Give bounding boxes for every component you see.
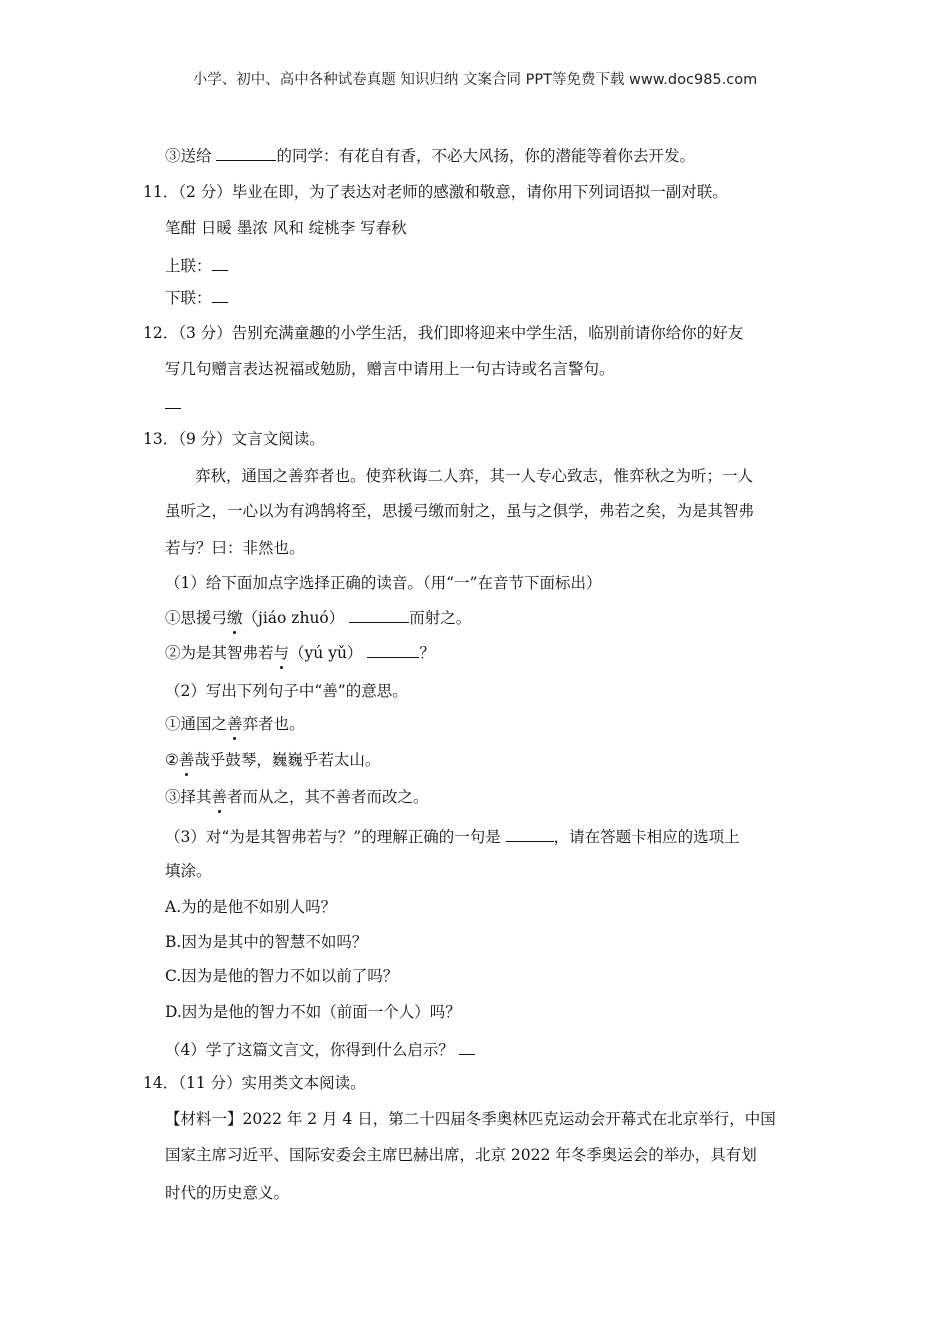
answer-blank[interactable] [367, 642, 419, 658]
text: （4）学了这篇文言文，你得到什么启示？ [165, 1041, 454, 1059]
q12-line-2: 写几句赠言表达祝福或勉励，赠言中请用上一句古诗或名言警句。 [165, 360, 615, 378]
option-c: C.因为是他的智力不如以前了吗？ [165, 967, 399, 985]
q13-line [143, 429, 325, 449]
question-number: 12． [143, 324, 179, 342]
q13-sub3-cont: 填涂。 [165, 862, 212, 880]
q13-sub2-b [165, 750, 380, 770]
dotted-char: 与 [273, 644, 290, 662]
passage-line-3: 若与？曰：非然也。 [165, 539, 305, 557]
q14-material-line-1: 【材料一】2022 年 2 月 4 日，第二十四届冬季奥林匹克运动会开幕式在北京举行，中国 [165, 1110, 776, 1128]
answer-blank[interactable] [459, 1039, 475, 1055]
q11-upper-couplet [165, 255, 228, 276]
text: ，请在答题卡相应的选项上 [553, 828, 740, 846]
dotted-char: 缴 [227, 609, 243, 627]
text: 哉乎鼓琴，巍巍乎若太山。 [194, 751, 381, 769]
label: 下联： [165, 289, 212, 307]
question-number: 14． [143, 1074, 179, 1092]
text: ②为是其智弗若 [165, 644, 274, 662]
text: 者而从之，其不善者而改之。 [227, 788, 429, 806]
text: 而射之。 [409, 609, 472, 627]
answer-blank[interactable] [506, 826, 554, 842]
text: ② [165, 751, 179, 769]
q13-sub3 [165, 826, 740, 847]
q11-words: 笔酣 日暖 墨浓 风和 绽桃李 写春秋 [165, 219, 407, 237]
question-text: （11 分）实用类文本阅读。 [178, 1074, 366, 1092]
answer-blank[interactable] [165, 393, 181, 409]
text: ①通国之 [165, 715, 228, 733]
passage-line-2: 虽听之，一心以为有鸿鹄将至，思援弓缴而射之，虽与之俱学，弗若之矣，为是其智弗 [165, 502, 755, 520]
question-text: （3 分）告别充满童趣的小学生活，我们即将迎来中学生活，临别前请你给你的好友 [178, 324, 744, 342]
q13-sub2: （2）写出下列句子中“善”的意思。 [165, 682, 408, 700]
option-b: B.因为是其中的智慧不如吗？ [165, 933, 368, 951]
q13-sub1-a [165, 607, 471, 628]
text: ③择其 [165, 788, 212, 806]
q12-answer [165, 393, 181, 414]
text: ①思援弓 [165, 609, 228, 627]
answer-blank[interactable] [212, 287, 228, 303]
question-text: （2 分）毕业在即，为了表达对老师的感激和敬意，请你用下列词语拟一副对联。 [178, 183, 728, 201]
question-number: 13． [143, 430, 179, 448]
text: 的同学：有花自有香，不必大风扬，你的潜能等着你去开发。 [276, 147, 695, 165]
text: 弈者也。 [242, 715, 305, 733]
q11-lower-couplet [165, 287, 228, 308]
q14-material-line-3: 时代的历史意义。 [165, 1184, 290, 1202]
question-text: （9 分）文言文阅读。 [178, 430, 325, 448]
q13-sub2-a [165, 714, 305, 734]
q13-sub1-b [165, 642, 435, 663]
option-a: A.为的是他不如别人吗？ [165, 898, 337, 916]
q13-sub1: （1）给下面加点字选择正确的读音。（用“一”在音节下面标出） [165, 574, 602, 592]
text: （3）对“为是其智弗若与？”的理解正确的一句是 [165, 828, 506, 846]
q13-sub4 [165, 1039, 475, 1060]
q11-line [143, 182, 728, 202]
question-number: 11． [143, 183, 179, 201]
text: ③送给 [165, 147, 217, 165]
label: 上联： [165, 257, 212, 275]
q10-item-3 [165, 145, 695, 166]
pinyin: （yú yǔ） [289, 644, 368, 662]
dotted-char: 善 [211, 788, 228, 806]
dotted-char: 善 [178, 751, 195, 769]
q12-line [143, 323, 743, 343]
answer-blank[interactable] [349, 607, 409, 623]
option-d: D.因为是他的智力不如（前面一个人）吗？ [165, 1003, 461, 1021]
answer-blank[interactable] [212, 255, 228, 271]
pinyin: （jiáo zhuó） [242, 609, 350, 627]
passage-line-1: 弈秋，通国之善弈者也。使弈秋诲二人弈，其一人专心致志，惟弈秋之为听；一人 [195, 467, 754, 485]
q14-line [143, 1073, 366, 1093]
q13-sub2-c [165, 787, 429, 807]
answer-blank[interactable] [216, 145, 276, 161]
q14-material-line-2: 国家主席习近平、国际安委会主席巴赫出席，北京 2022 年冬季奥运会的举办，具有划 [165, 1146, 757, 1164]
dotted-char: 善 [227, 715, 243, 733]
page-header: 小学、初中、高中各种试卷真题 知识归纳 文案合同 PPT等免费下载 www.doc985.com [192, 72, 758, 88]
text: ？ [419, 644, 435, 662]
